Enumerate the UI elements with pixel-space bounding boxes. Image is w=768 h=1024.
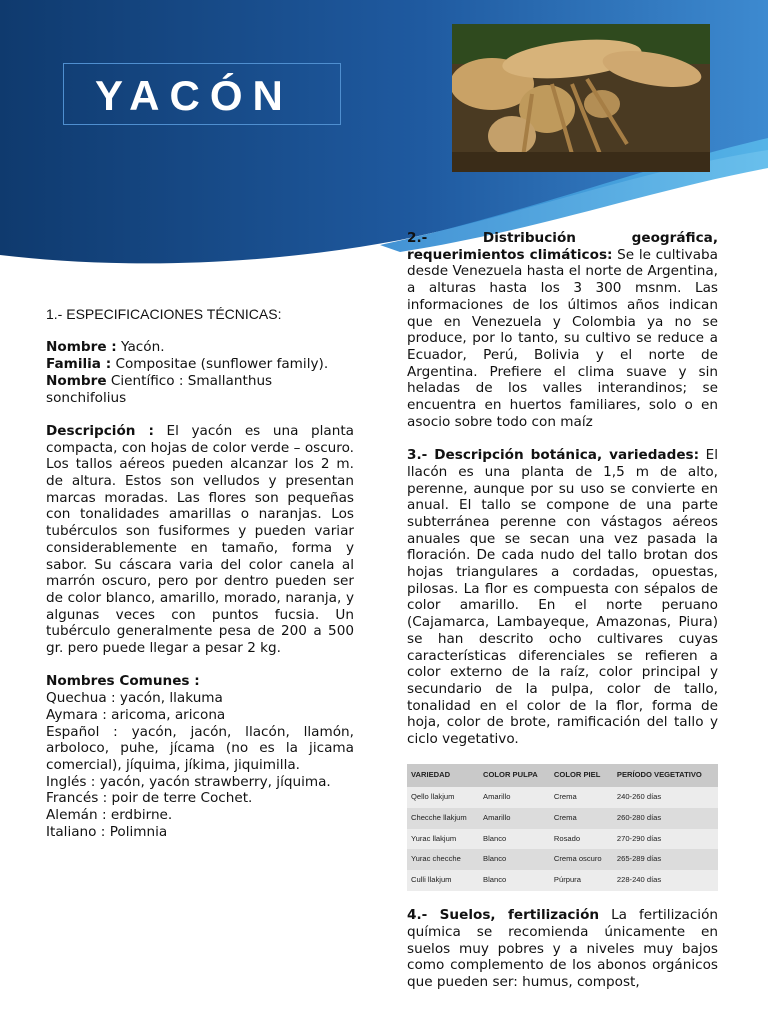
table-cell: 240-260 días (613, 787, 718, 808)
table-header: PERÍODO VEGETATIVO (613, 764, 718, 787)
table-cell: Culli llakjum (407, 870, 479, 891)
familia-value: Compositae (sunflower family). (111, 356, 329, 373)
table-cell: Checche llakjum (407, 808, 479, 829)
section-4-text: La fertilización química se recomienda únicamente en suelos muy pobres y a niveles muy bajos como complemento de los abonos orgánicos que pueden ser: humus, compost, (407, 907, 718, 991)
section-4-paragraph (407, 907, 718, 991)
section-2-text: Se le cultivaba desde Venezuela hasta el norte de Argentina, a alturas hasta los 3 300 msnm. Las informaciones de los últimos años indican que en Venezuela y Colombia ya no se produce, por lo tanto, su cultivo se reduce a Ecuador, Perú, Bolivia y el norte de Argentina. Prefiere el clima suave y sin heladas de los valles interandinos; se encuentra en huertos familiares, solo o en asocio sobre todo con maíz (407, 246, 718, 430)
nombres-comunes-label: Nombres Comunes : (46, 673, 200, 690)
section-4-heading: 4.- Suelos, fertilización (407, 907, 600, 924)
descripcion-paragraph (46, 423, 354, 657)
nombre-label: Nombre : (46, 339, 117, 356)
section-3-paragraph (407, 447, 718, 748)
section-2-heading: 2.- Distribución geográfica, requerimientos climáticos: (407, 230, 718, 263)
yacon-root-photo (452, 24, 710, 172)
table-cell: Yurac checche (407, 849, 479, 870)
descripcion-label: Descripción : (46, 422, 154, 439)
comun-aleman: Alemán : erdbirne. (46, 807, 173, 824)
table-row (407, 849, 718, 870)
section-2-paragraph (407, 230, 718, 430)
table-header: COLOR PULPA (479, 764, 550, 787)
table-cell: Crema (550, 808, 613, 829)
familia-line (46, 356, 354, 373)
table-cell: Amarillo (479, 808, 550, 829)
familia-label: Familia : (46, 356, 112, 373)
table-header-row (407, 764, 718, 787)
table-row (407, 808, 718, 829)
section-3-text: El llacón es una planta de 1,5 m de alto, perenne, aunque por su uso se convierte en anual. El tallo se compone de una parte subterránea perenne con vástagos aéreos anuales que se secan una vez pasada la floración. De cada nudo del tallo brotan dos hojas triangulares a cordadas, opuestas, pilosas. La flor es compuesta con sépalos de color amarillo. En el norte peruano (Cajamarca, Lambayeque, Amazonas, Piura) se han descrito ocho cultivares cuyas características diferenciales se refieren a color externo de la raíz, color principal y secundario de la pulpa, color de tallo, tonalidad en el color de la flor, forma de hoja, color de brote, ramificación del tallo y ciclo vegetativo. (407, 447, 719, 748)
table-cell: Yurac llakjum (407, 829, 479, 850)
cientifico-label: Nombre (46, 372, 107, 389)
nombre-value: Yacón. (116, 339, 165, 356)
table-cell: Púrpura (550, 870, 613, 891)
comun-ingles: Inglés : yacón, yacón strawberry, jíquima. (46, 773, 331, 790)
cientifico-line (46, 373, 354, 406)
table-cell: Blanco (479, 849, 550, 870)
varieties-table (407, 764, 718, 890)
table-cell: Crema (550, 787, 613, 808)
descripcion-text: El yacón es una planta compacta, con hojas de color verde – oscuro. Los tallos aéreos pueden alcanzar los 2 m. de altura. Estos son velludos y presentan marcas moradas. Las flores son pequeñas con tonalidades amarillas o naranjas. Los tubérculos son fusiformes y pueden variar considerablemente en tamaño, forma y sabor. Su cáscara varia del color canela al marrón oscuro, pero por dentro pueden ser de color blanco, amarillo, morado, naranja, y algunas veces con puntos fucsia. Un tubérculo generalmente pesa de 200 a 500 gr. pero puede llegar a pesar 2 kg. (46, 422, 354, 657)
table-row (407, 870, 718, 891)
left-column (46, 306, 354, 840)
table-cell: 228-240 días (613, 870, 718, 891)
table-cell: 260-280 días (613, 808, 718, 829)
table-cell: 270-290 días (613, 829, 718, 850)
table-row (407, 829, 718, 850)
page-title: YACÓN (95, 72, 293, 119)
comun-frances: Francés : poir de terre Cochet. (46, 790, 253, 807)
comun-quechua: Quechua : yacón, llakuma (46, 690, 223, 707)
cientifico-value: Científico : Smallanthus sonchifolius (46, 372, 273, 406)
table-cell: Qello llakjum (407, 787, 479, 808)
table-cell: Rosado (550, 829, 613, 850)
table-cell: Crema oscuro (550, 849, 613, 870)
nombre-line (46, 339, 354, 356)
table-cell: Blanco (479, 829, 550, 850)
table-row (407, 787, 718, 808)
section-3-heading: 3.- Descripción botánica, variedades: (407, 447, 700, 464)
comun-espanol: Español : yacón, jacón, llacón, llamón, arboloco, puhe, jícama (no es la jicama comercial), jíquima, jíkima, jiquimilla. (46, 723, 354, 773)
section-1-heading: 1.- ESPECIFICACIONES TÉCNICAS: (46, 306, 282, 322)
right-column (407, 230, 718, 991)
table-header: VARIEDAD (407, 764, 479, 787)
comun-aymara: Aymara : aricoma, aricona (46, 706, 226, 723)
table-cell: 265-289 días (613, 849, 718, 870)
table-cell: Amarillo (479, 787, 550, 808)
comun-italiano: Italiano : Polimnia (46, 823, 168, 840)
table-header: COLOR PIEL (550, 764, 613, 787)
table-cell: Blanco (479, 870, 550, 891)
